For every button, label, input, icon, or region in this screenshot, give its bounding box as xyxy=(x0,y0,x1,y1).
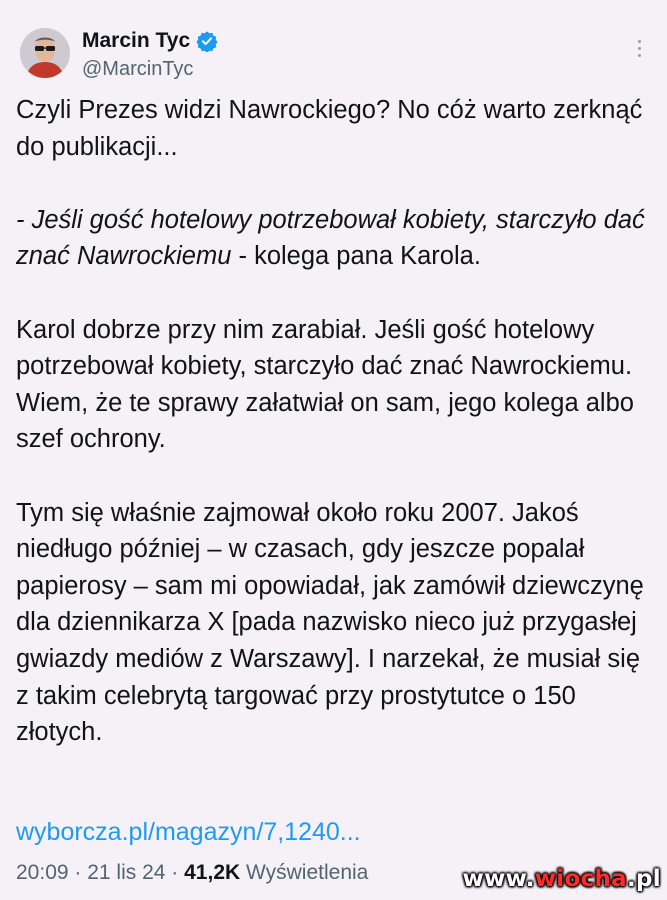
post-time[interactable]: 20:09 xyxy=(16,861,69,884)
author-block xyxy=(82,28,218,82)
avatar[interactable] xyxy=(20,28,70,78)
post-meta xyxy=(16,857,368,889)
more-options-icon[interactable] xyxy=(635,40,643,62)
meta-separator: · xyxy=(68,861,88,884)
avatar-portrait-icon xyxy=(20,28,70,78)
watermark xyxy=(463,866,661,892)
views-label: Wyświetlenia xyxy=(240,861,369,884)
post-quote-italic: - Jeśli gość hotelowy potrzebował kobiety, starczyło dać znać Nawrockiemu xyxy=(16,205,645,271)
post-paragraph: Tym się właśnie zajmował około roku 2007. Jakoś niedługo później – w czasach, gdy jeszcze popalał papierosy – sam mi opowiadał, jak zamówił dziewczynę dla dziennikarza X [pada nazwisko nieco już przygasłej gwiazdy mediów z Warszawy]. I narzekał, że musiał się z takim celebrytą targować przy prostytutce o 150 złotych. xyxy=(16,498,644,747)
post-header xyxy=(20,24,647,84)
article-link[interactable]: wyborcza.pl/magazyn/7,1240... xyxy=(16,818,361,846)
post-paragraph: Czyli Prezes widzi Nawrockiego? No cóż warto zerknąć do publikacji... xyxy=(16,96,643,161)
post-date[interactable]: 21 lis 24 xyxy=(87,861,166,884)
post-paragraph: Karol dobrze przy nim zarabiał. Jeśli gość hotelowy potrzebował kobiety, starczyło dać znać Nawrockiemu. Wiem, że te sprawy załatwiał on sam, jego kolega albo szef ochrony. xyxy=(16,315,634,454)
meta-separator: · xyxy=(165,861,185,884)
watermark-prefix: www. xyxy=(462,866,535,892)
verified-badge-icon xyxy=(196,30,218,52)
watermark-suffix: .pl xyxy=(627,866,661,892)
author-handle[interactable]: @MarcinTyc xyxy=(82,58,194,80)
watermark-accent: wiocha xyxy=(534,866,627,892)
post-text xyxy=(16,92,656,751)
post-quote-tail: - kolega pana Karola. xyxy=(231,242,481,271)
author-display-name[interactable]: Marcin Tyc xyxy=(82,29,191,52)
post-quote-paragraph xyxy=(16,202,656,275)
views-count: 41,2K xyxy=(184,861,241,884)
